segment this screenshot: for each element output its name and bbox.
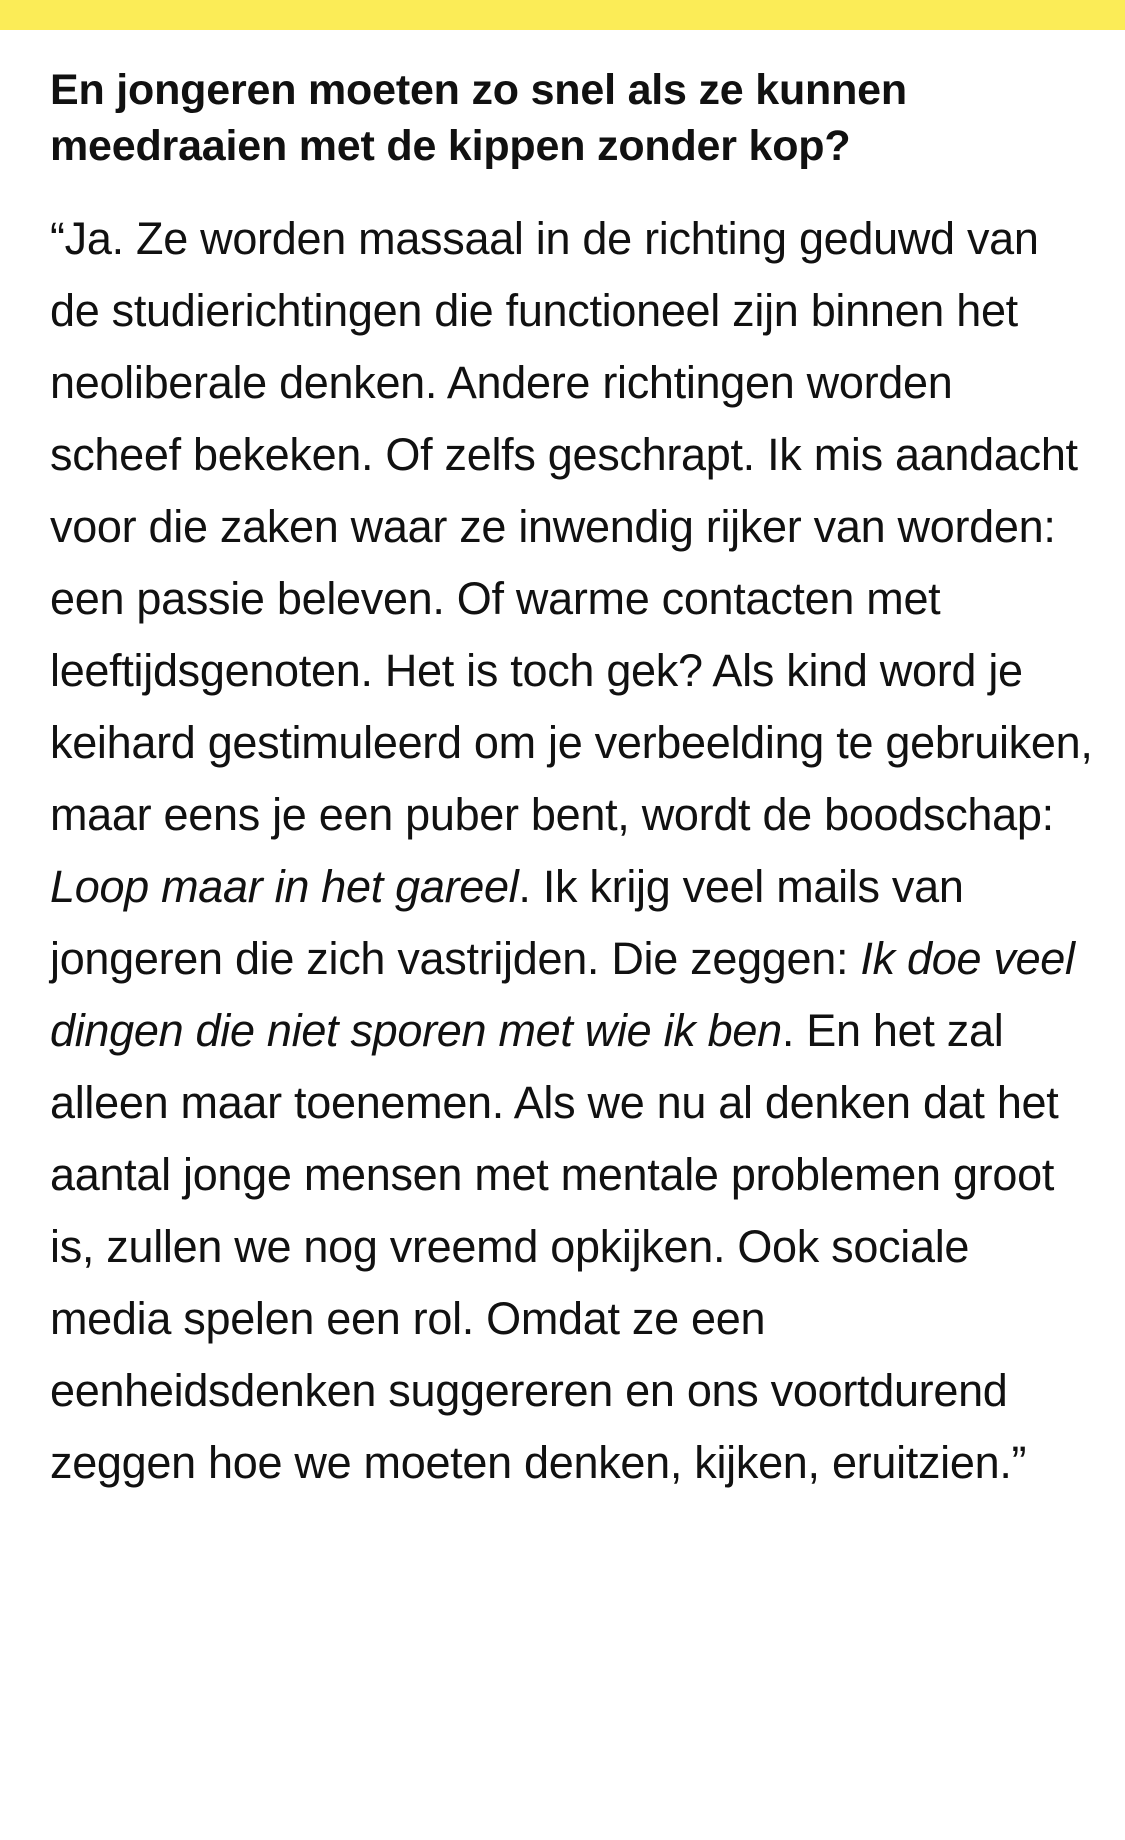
answer-text-2: . Ik krijg veel mails van jongeren die zich vastrijden. Die zeggen:	[50, 861, 964, 984]
top-accent-bar	[0, 0, 1125, 30]
answer-text-3: . En het zal alleen maar toenemen. Als we nu al denken dat het aantal jonge mensen met mentale problemen groot is, zullen we nog vreemd opkijken. Ook sociale media spelen een rol. Omdat ze een eenheidsdenken suggereren en ons voortdurend zeggen hoe we moeten denken, kijken, eruitzien.”	[50, 1005, 1059, 1488]
answer-italic-1: Loop maar in het gareel	[50, 861, 519, 912]
answer-text-1: “Ja. Ze worden massaal in de richting geduwd van de studierichtingen die functioneel zijn binnen het neoliberale denken. Andere richtingen worden scheef bekeken. Of zelfs geschrapt. Ik mis aandacht voor die zaken waar ze inwendig rijker van worden: een passie beleven. Of warme contacten met leeftijdsgenoten. Het is toch gek? Als kind word je keihard gestimuleerd om je verbeelding te gebruiken, maar eens je een puber bent, wordt de boodschap:	[50, 213, 1093, 840]
article-body	[50, 62, 1095, 1499]
answer-italic-2: Ik doe veel dingen die niet sporen met wie ik ben	[50, 933, 1075, 1056]
interview-question: En jongeren moeten zo snel als ze kunnen meedraaien met de kippen zonder kop?	[50, 66, 907, 170]
interview-answer	[50, 203, 1095, 1499]
